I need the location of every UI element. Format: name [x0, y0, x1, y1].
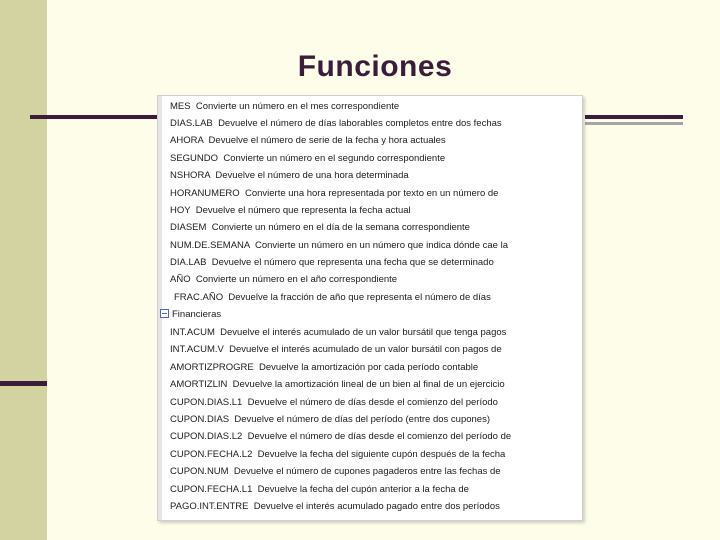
list-item[interactable]: DIA.LAB Devuelve el número que representa una fecha que se determinado [170, 257, 494, 268]
list-item[interactable]: HOY Devuelve el número que representa la fecha actual [170, 205, 411, 216]
list-item[interactable]: SEGUNDO Convierte un número en el segundo correspondiente [170, 153, 446, 164]
list-item[interactable]: CUPON.FECHA.L2 Devuelve la fecha del siguiente cupón después de la fecha [170, 449, 506, 460]
list-item[interactable]: AMORTIZLIN Devuelve la amortización lineal de un bien al final de un ejercicio [170, 379, 505, 390]
list-item[interactable]: MES Convierte un número en el mes correspondiente [170, 101, 400, 112]
list-item[interactable]: PAGO.INT.ENTRE Devuelve el interés acumulado pagado entre dos períodos [170, 501, 500, 512]
category-financieras[interactable]: Financieras [160, 306, 221, 323]
title-rule-right-light [585, 122, 683, 125]
list-item[interactable]: INT.ACUM.V Devuelve el interés acumulado de un valor bursátil con pagos de [170, 344, 502, 355]
slide-title: Funciones [297, 50, 453, 83]
collapse-icon[interactable] [160, 309, 169, 318]
list-item[interactable]: AÑO Convierte un número en el año correspondiente [170, 274, 398, 285]
title-rule-right [585, 115, 683, 119]
list-item[interactable]: DIAS.LAB Devuelve el número de días laborables completos entre dos fechas [170, 118, 502, 129]
list-item[interactable]: NSHORA Devuelve el número de una hora determinada [170, 170, 409, 181]
list-item[interactable]: CUPON.DIAS Devuelve el número de días del período (entre dos cupones) [170, 414, 491, 425]
list-item[interactable]: NUM.DE.SEMANA Convierte un número en un número que indica dónde cae la [170, 240, 508, 251]
slide-side-accent [0, 381, 47, 386]
list-item[interactable]: AMORTIZPROGRE Devuelve la amortización por cada período contable [170, 362, 479, 373]
list-item[interactable]: FRAC.AÑO Devuelve la fracción de año que representa el número de días [174, 292, 491, 303]
list-item[interactable]: CUPON.DIAS.L2 Devuelve el número de días desde el comienzo del período de [170, 431, 512, 442]
list-item[interactable]: DIASEM Convierte un número en el día de la semana correspondiente [170, 222, 470, 233]
function-list-panel [157, 95, 583, 521]
list-item[interactable]: CUPON.DIAS.L1 Devuelve el número de días desde el comienzo del período [170, 397, 498, 408]
list-item[interactable]: CUPON.NUM Devuelve el número de cupones pagaderos entre las fechas de [170, 466, 501, 477]
list-item[interactable]: CUPON.FECHA.L1 Devuelve la fecha del cupón anterior a la fecha de [170, 484, 469, 495]
title-rule-left [30, 115, 160, 119]
list-item[interactable]: INT.ACUM Devuelve el interés acumulado de un valor bursátil que tenga pagos [170, 327, 507, 338]
list-item[interactable]: HORANUMERO Convierte una hora representada por texto en un número de [170, 188, 499, 199]
slide-side-band [0, 0, 47, 540]
list-item[interactable]: AHORA Devuelve el número de serie de la fecha y hora actuales [170, 135, 446, 146]
